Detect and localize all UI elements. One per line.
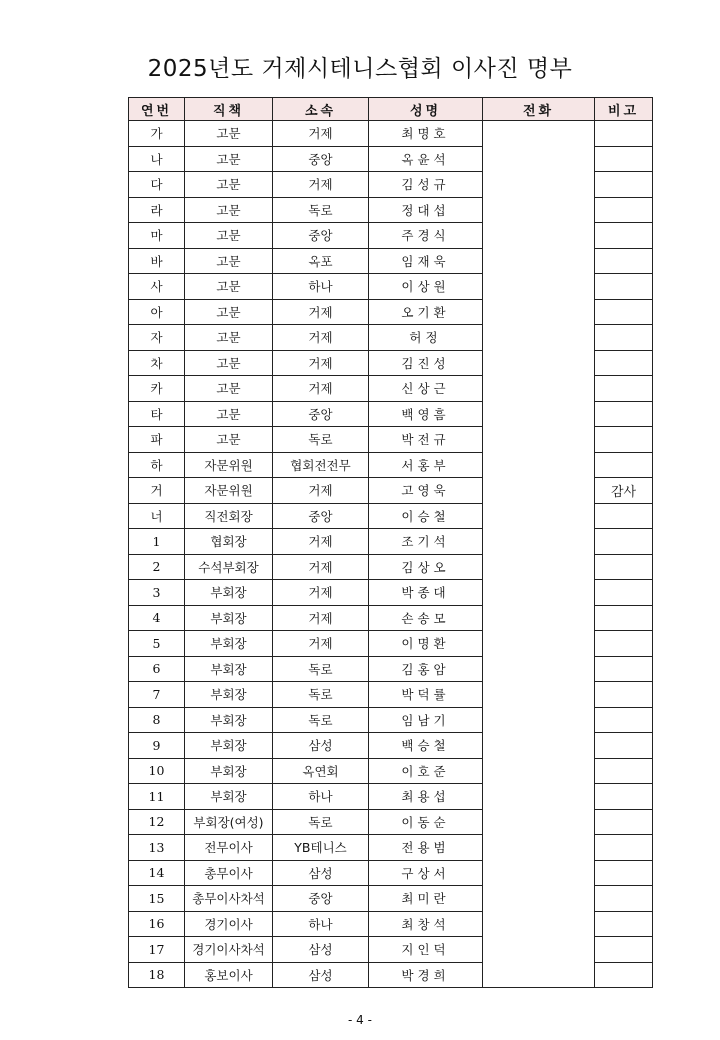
cell-affiliation: 삼성: [273, 937, 369, 963]
cell-affiliation: 하나: [273, 911, 369, 937]
cell-affiliation: 하나: [273, 784, 369, 810]
cell-name: 정대섭: [369, 197, 483, 223]
cell-no: 3: [129, 580, 185, 606]
cell-phone: [483, 682, 595, 708]
table-row: [129, 860, 653, 886]
cell-no: 9: [129, 733, 185, 759]
cell-name: 허정: [369, 325, 483, 351]
cell-position: 부회장: [185, 580, 273, 606]
cell-affiliation: 거제: [273, 478, 369, 504]
cell-phone: [483, 605, 595, 631]
cell-note: [595, 274, 653, 300]
cell-no: 너: [129, 503, 185, 529]
cell-no: 하: [129, 452, 185, 478]
cell-position: 고문: [185, 376, 273, 402]
cell-name: 구상서: [369, 860, 483, 886]
cell-affiliation: 협회전전무: [273, 452, 369, 478]
cell-name: 최미란: [369, 886, 483, 912]
cell-note: [595, 325, 653, 351]
cell-affiliation: YB테니스: [273, 835, 369, 861]
table-row: [129, 325, 653, 351]
cell-phone: [483, 911, 595, 937]
cell-phone: [483, 886, 595, 912]
board-member-table: [128, 97, 653, 988]
cell-position: 총무이사차석: [185, 886, 273, 912]
cell-position: 경기이사: [185, 911, 273, 937]
cell-position: 고문: [185, 299, 273, 325]
table-row: [129, 962, 653, 988]
cell-position: 고문: [185, 223, 273, 249]
cell-position: 전무이사: [185, 835, 273, 861]
table-row: [129, 784, 653, 810]
cell-name: 이명환: [369, 631, 483, 657]
cell-affiliation: 중앙: [273, 223, 369, 249]
cell-phone: [483, 656, 595, 682]
cell-phone: [483, 146, 595, 172]
cell-no: 17: [129, 937, 185, 963]
cell-note: [595, 707, 653, 733]
cell-note: [595, 299, 653, 325]
cell-affiliation: 삼성: [273, 860, 369, 886]
table-row: [129, 223, 653, 249]
cell-note: [595, 733, 653, 759]
cell-affiliation: 중앙: [273, 886, 369, 912]
table-row: [129, 809, 653, 835]
cell-position: 고문: [185, 350, 273, 376]
cell-no: 바: [129, 248, 185, 274]
cell-name: 이승철: [369, 503, 483, 529]
cell-note: [595, 172, 653, 198]
cell-note: [595, 860, 653, 886]
cell-position: 고문: [185, 274, 273, 300]
cell-name: 옥윤석: [369, 146, 483, 172]
cell-phone: [483, 937, 595, 963]
cell-no: 12: [129, 809, 185, 835]
cell-no: 나: [129, 146, 185, 172]
table-row: [129, 937, 653, 963]
table-row: [129, 274, 653, 300]
cell-name: 전용범: [369, 835, 483, 861]
cell-affiliation: 중앙: [273, 146, 369, 172]
cell-affiliation: 거제: [273, 580, 369, 606]
table-row: [129, 835, 653, 861]
cell-no: 18: [129, 962, 185, 988]
cell-affiliation: 하나: [273, 274, 369, 300]
table-row: [129, 631, 653, 657]
cell-phone: [483, 860, 595, 886]
cell-note: [595, 631, 653, 657]
cell-affiliation: 독로: [273, 682, 369, 708]
cell-name: 박덕률: [369, 682, 483, 708]
table-row: [129, 197, 653, 223]
cell-phone: [483, 784, 595, 810]
cell-phone: [483, 529, 595, 555]
cell-phone: [483, 350, 595, 376]
cell-position: 총무이사: [185, 860, 273, 886]
cell-no: 5: [129, 631, 185, 657]
cell-no: 2: [129, 554, 185, 580]
cell-affiliation: 중앙: [273, 401, 369, 427]
cell-position: 직전회장: [185, 503, 273, 529]
cell-phone: [483, 274, 595, 300]
cell-no: 파: [129, 427, 185, 453]
table-row: [129, 350, 653, 376]
cell-phone: [483, 452, 595, 478]
header-no: 연번: [129, 98, 185, 121]
cell-affiliation: 거제: [273, 350, 369, 376]
cell-affiliation: 거제: [273, 172, 369, 198]
table-row: [129, 146, 653, 172]
cell-affiliation: 삼성: [273, 733, 369, 759]
cell-affiliation: 옥연회: [273, 758, 369, 784]
cell-no: 카: [129, 376, 185, 402]
table-row: [129, 376, 653, 402]
cell-note: 감사: [595, 478, 653, 504]
cell-position: 부회장: [185, 733, 273, 759]
cell-phone: [483, 478, 595, 504]
cell-no: 다: [129, 172, 185, 198]
cell-position: 부회장: [185, 656, 273, 682]
cell-affiliation: 거제: [273, 554, 369, 580]
cell-affiliation: 독로: [273, 809, 369, 835]
cell-phone: [483, 758, 595, 784]
cell-no: 4: [129, 605, 185, 631]
cell-phone: [483, 427, 595, 453]
table-row: [129, 682, 653, 708]
cell-position: 고문: [185, 172, 273, 198]
cell-affiliation: 거제: [273, 325, 369, 351]
cell-no: 자: [129, 325, 185, 351]
cell-phone: [483, 299, 595, 325]
cell-name: 박전규: [369, 427, 483, 453]
cell-affiliation: 거제: [273, 529, 369, 555]
cell-name: 최명호: [369, 121, 483, 147]
cell-name: 고영욱: [369, 478, 483, 504]
cell-note: [595, 452, 653, 478]
cell-position: 부회장: [185, 707, 273, 733]
cell-note: [595, 350, 653, 376]
table-row: [129, 503, 653, 529]
table-row: [129, 886, 653, 912]
cell-note: [595, 605, 653, 631]
cell-name: 박종대: [369, 580, 483, 606]
cell-name: 김홍암: [369, 656, 483, 682]
cell-note: [595, 937, 653, 963]
cell-phone: [483, 197, 595, 223]
cell-affiliation: 중앙: [273, 503, 369, 529]
cell-position: 부회장: [185, 631, 273, 657]
cell-affiliation: 옥포: [273, 248, 369, 274]
cell-phone: [483, 733, 595, 759]
cell-position: 고문: [185, 197, 273, 223]
table-row: [129, 758, 653, 784]
cell-no: 16: [129, 911, 185, 937]
cell-affiliation: 거제: [273, 605, 369, 631]
cell-name: 김상오: [369, 554, 483, 580]
table-row: [129, 248, 653, 274]
cell-note: [595, 911, 653, 937]
cell-note: [595, 529, 653, 555]
cell-no: 6: [129, 656, 185, 682]
table-row: [129, 656, 653, 682]
cell-position: 고문: [185, 401, 273, 427]
cell-no: 1: [129, 529, 185, 555]
cell-position: 고문: [185, 427, 273, 453]
header-note: 비고: [595, 98, 653, 121]
cell-note: [595, 809, 653, 835]
cell-phone: [483, 809, 595, 835]
cell-note: [595, 146, 653, 172]
table-row: [129, 401, 653, 427]
table-row: [129, 580, 653, 606]
cell-phone: [483, 503, 595, 529]
cell-name: 최용섭: [369, 784, 483, 810]
cell-affiliation: 독로: [273, 707, 369, 733]
cell-position: 부회장: [185, 784, 273, 810]
cell-phone: [483, 121, 595, 147]
cell-name: 주경식: [369, 223, 483, 249]
cell-no: 7: [129, 682, 185, 708]
cell-phone: [483, 554, 595, 580]
cell-position: 고문: [185, 121, 273, 147]
cell-note: [595, 503, 653, 529]
cell-position: 자문위원: [185, 478, 273, 504]
table-row: [129, 707, 653, 733]
cell-affiliation: 거제: [273, 376, 369, 402]
cell-affiliation: 삼성: [273, 962, 369, 988]
cell-affiliation: 독로: [273, 197, 369, 223]
cell-position: 경기이사차석: [185, 937, 273, 963]
cell-position: 수석부회장: [185, 554, 273, 580]
cell-no: 아: [129, 299, 185, 325]
table-body: [129, 121, 653, 988]
cell-no: 15: [129, 886, 185, 912]
cell-phone: [483, 962, 595, 988]
cell-note: [595, 656, 653, 682]
table-row: [129, 452, 653, 478]
table-row: [129, 299, 653, 325]
cell-phone: [483, 835, 595, 861]
cell-note: [595, 376, 653, 402]
cell-no: 14: [129, 860, 185, 886]
cell-name: 조기석: [369, 529, 483, 555]
cell-note: [595, 427, 653, 453]
cell-name: 임남기: [369, 707, 483, 733]
cell-position: 부회장: [185, 605, 273, 631]
cell-no: 거: [129, 478, 185, 504]
cell-position: 부회장: [185, 682, 273, 708]
table-row: [129, 911, 653, 937]
cell-affiliation: 독로: [273, 656, 369, 682]
header-affiliation: 소속: [273, 98, 369, 121]
cell-phone: [483, 172, 595, 198]
cell-note: [595, 580, 653, 606]
table-row: [129, 427, 653, 453]
cell-no: 차: [129, 350, 185, 376]
cell-affiliation: 거제: [273, 121, 369, 147]
cell-name: 지인덕: [369, 937, 483, 963]
cell-position: 자문위원: [185, 452, 273, 478]
table-row: [129, 121, 653, 147]
table-row: [129, 529, 653, 555]
cell-name: 손송모: [369, 605, 483, 631]
cell-phone: [483, 376, 595, 402]
cell-name: 오기환: [369, 299, 483, 325]
cell-note: [595, 835, 653, 861]
cell-name: 이상원: [369, 274, 483, 300]
document-title: 2025년도 거제시테니스협회 이사진 명부: [147, 56, 573, 82]
cell-note: [595, 223, 653, 249]
cell-affiliation: 거제: [273, 299, 369, 325]
cell-note: [595, 962, 653, 988]
cell-name: 백영흠: [369, 401, 483, 427]
cell-note: [595, 401, 653, 427]
cell-phone: [483, 325, 595, 351]
table-header-row: [129, 98, 653, 121]
cell-name: 박경희: [369, 962, 483, 988]
cell-position: 협회장: [185, 529, 273, 555]
table-row: [129, 733, 653, 759]
cell-affiliation: 독로: [273, 427, 369, 453]
table-row: [129, 554, 653, 580]
cell-note: [595, 682, 653, 708]
cell-no: 11: [129, 784, 185, 810]
cell-name: 김진성: [369, 350, 483, 376]
cell-note: [595, 197, 653, 223]
cell-phone: [483, 223, 595, 249]
cell-no: 마: [129, 223, 185, 249]
cell-position: 고문: [185, 146, 273, 172]
cell-name: 김성규: [369, 172, 483, 198]
cell-note: [595, 554, 653, 580]
header-phone: 전화: [483, 98, 595, 121]
cell-position: 고문: [185, 325, 273, 351]
header-name: 성명: [369, 98, 483, 121]
cell-phone: [483, 631, 595, 657]
cell-note: [595, 784, 653, 810]
cell-phone: [483, 707, 595, 733]
cell-note: [595, 121, 653, 147]
table-row: [129, 605, 653, 631]
cell-no: 가: [129, 121, 185, 147]
cell-note: [595, 886, 653, 912]
cell-name: 이동순: [369, 809, 483, 835]
cell-no: 사: [129, 274, 185, 300]
table-row: [129, 172, 653, 198]
cell-no: 10: [129, 758, 185, 784]
cell-affiliation: 거제: [273, 631, 369, 657]
cell-no: 라: [129, 197, 185, 223]
cell-name: 최창석: [369, 911, 483, 937]
cell-position: 홍보이사: [185, 962, 273, 988]
cell-name: 신상근: [369, 376, 483, 402]
cell-phone: [483, 248, 595, 274]
cell-no: 13: [129, 835, 185, 861]
cell-no: 타: [129, 401, 185, 427]
cell-phone: [483, 580, 595, 606]
cell-note: [595, 758, 653, 784]
cell-position: 고문: [185, 248, 273, 274]
cell-phone: [483, 401, 595, 427]
page-number: - 4 -: [348, 1013, 372, 1027]
header-position: 직책: [185, 98, 273, 121]
cell-position: 부회장(여성): [185, 809, 273, 835]
cell-name: 서홍부: [369, 452, 483, 478]
cell-name: 백승철: [369, 733, 483, 759]
cell-note: [595, 248, 653, 274]
cell-no: 8: [129, 707, 185, 733]
cell-name: 임재욱: [369, 248, 483, 274]
cell-position: 부회장: [185, 758, 273, 784]
cell-name: 이호준: [369, 758, 483, 784]
table-row: [129, 478, 653, 504]
